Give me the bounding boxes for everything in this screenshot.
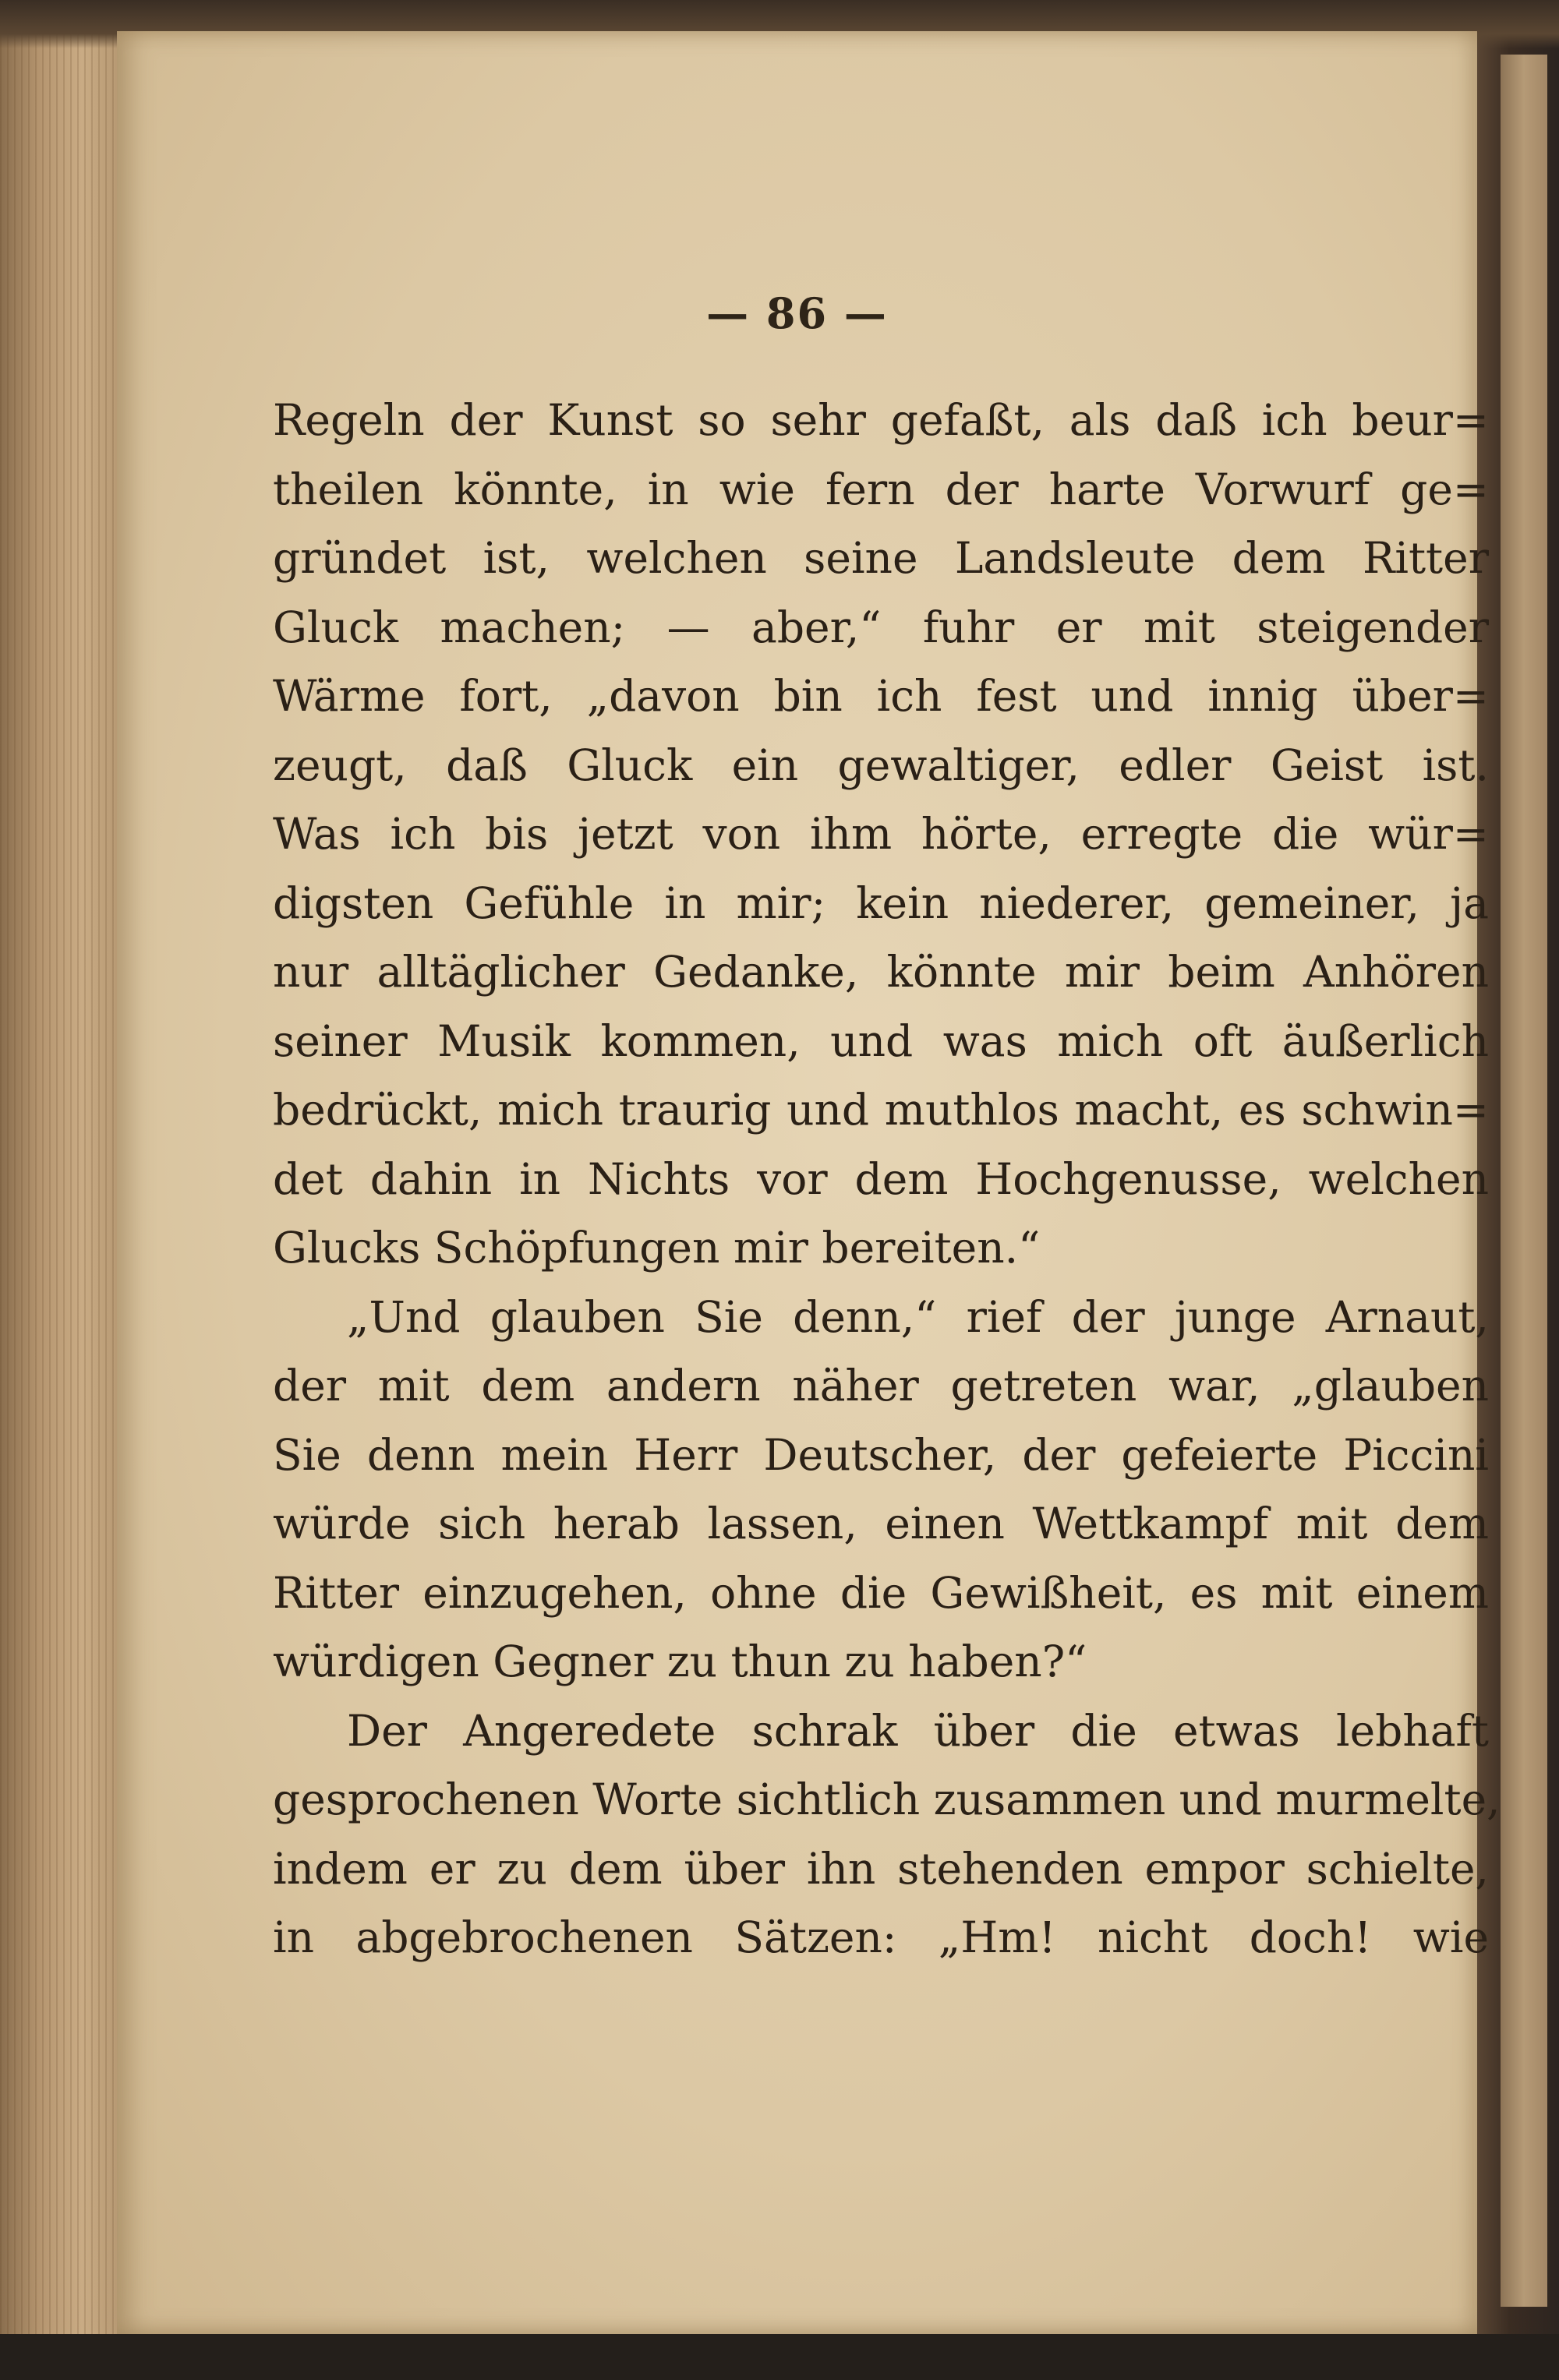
text-line: bedrückt, mich traurig und muthlos macht, es schwin= (273, 1085, 1489, 1135)
page-stack-lines (0, 0, 117, 2380)
text-line: der mit dem andern näher getreten war, „glauben (273, 1361, 1489, 1411)
page-body (273, 386, 1501, 1972)
text-line: nur alltäglicher Gedanke, könnte mir beim Anhören (273, 947, 1489, 997)
next-page-edge (1501, 55, 1547, 2307)
text-line: Glucks Schöpfungen mir bereiten.“ (273, 1223, 1041, 1273)
text-line: Sie denn mein Herr Deutscher, der gefeierte Piccini (273, 1429, 1489, 1480)
text-line: Der Angeredete schrak über die etwas lebhaft (347, 1705, 1489, 1756)
text-line: gesprochenen Worte sichtlich zusammen und murmelte, (273, 1774, 1501, 1824)
text-line: det dahin in Nichts vor dem Hochgenusse, welchen (273, 1153, 1489, 1204)
text-line: digsten Gefühle in mir; kein niederer, gemeiner, ja (273, 877, 1489, 928)
text-line: „Und glauben Sie denn,“ rief der junge Arnaut, (347, 1291, 1489, 1342)
paragraph-2 (273, 1283, 1489, 1697)
text-line: Was ich bis jetzt von ihm hörte, erregte die wür= (273, 809, 1489, 859)
page-number: — 86 — (706, 288, 888, 338)
bottom-shadow (0, 2334, 1559, 2380)
text-line: Wärme fort, „davon bin ich fest und innig über= (273, 671, 1489, 721)
text-line: theilen könnte, in wie fern der harte Vorwurf ge= (273, 464, 1489, 514)
text-line: Regeln der Kunst so sehr gefaßt, als daß ich beur= (273, 395, 1489, 445)
text-line: würdigen Gegner zu thun zu haben?“ (273, 1637, 1087, 1686)
text-line: Ritter einzugehen, ohne die Gewißheit, es mit einem (273, 1567, 1489, 1618)
text-line: würde sich herab lassen, einen Wettkampf mit dem (273, 1499, 1489, 1548)
book-page (117, 31, 1501, 2334)
text-line: indem er zu dem über ihn stehenden empor schielte, (273, 1843, 1489, 1894)
paragraph-3 (273, 1697, 1501, 1972)
text-line: Gluck machen; — aber,“ fuhr er mit steigender (273, 602, 1489, 652)
text-line: in abgebrochenen Sätzen: „Hm! nicht doch! wie (273, 1912, 1489, 1962)
text-line: zeugt, daß Gluck ein gewaltiger, edler Geist ist. (273, 740, 1489, 790)
text-line: gründet ist, welchen seine Landsleute dem Ritter (273, 533, 1489, 583)
paragraph-1 (273, 386, 1489, 1283)
text-line: seiner Musik kommen, und was mich oft äußerlich (273, 1015, 1489, 1066)
